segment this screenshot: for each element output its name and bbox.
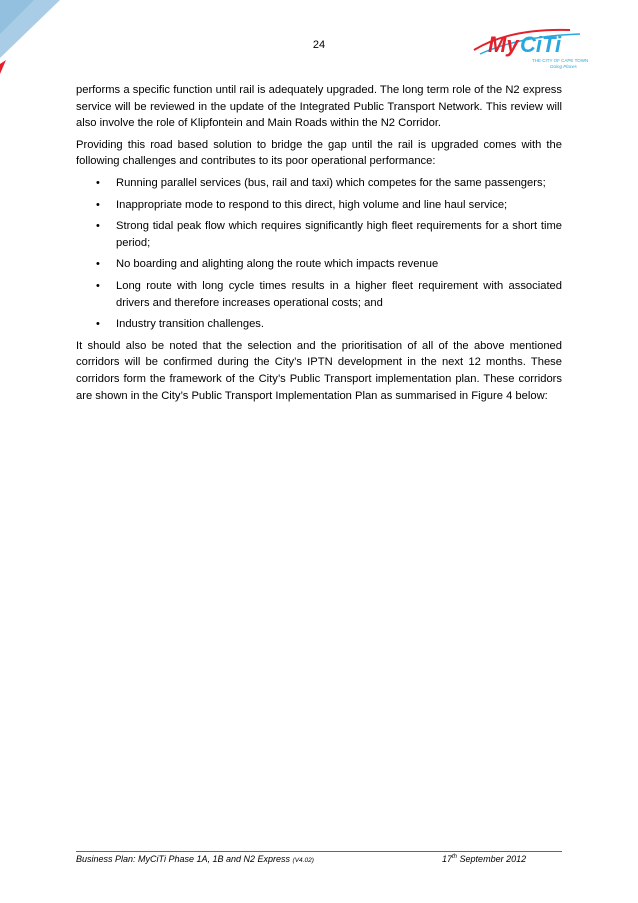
list-item-text: Long route with long cycle times results in a higher fleet requirement with associated drivers and therefore increases operational costs; and [116, 279, 562, 309]
challenges-list [76, 175, 562, 333]
logo-subtag: Going Places [550, 64, 577, 69]
footer-date-day: 17 [442, 854, 453, 864]
logo-tagline: THE CITY OF CAPE TOWN [532, 58, 589, 63]
list-item [76, 175, 562, 192]
list-item-text: No boarding and alighting along the route which impacts revenue [116, 258, 439, 271]
footer-version: (V4.02) [292, 857, 314, 864]
logo-citi: CiTi [520, 32, 562, 57]
bullet-icon: • [96, 279, 100, 292]
list-item [76, 256, 562, 273]
bullet-icon: • [96, 176, 100, 189]
footer-divider [76, 851, 562, 852]
bullet-icon: • [96, 198, 100, 211]
list-item [76, 316, 562, 333]
footer-date-rest: September 2012 [459, 854, 527, 864]
list-item-text: Running parallel services (bus, rail and taxi) which competes for the same passengers; [116, 176, 546, 189]
list-item [76, 218, 562, 251]
paragraph-1: performs a specific function until rail is adequately upgraded. The long term role of the N2 express service will be reviewed in the update of the Integrated Public Transport Network. This review will also involve the role of Klipfontein and Main Roads within the N2 Corridor. [76, 84, 562, 130]
list-item-text: Strong tidal peak flow which requires significantly high fleet requirements for a short time period; [116, 220, 562, 249]
footer-date [442, 854, 526, 864]
footer-title: Business Plan: MyCiTi Phase 1A, 1B and N2 Express [76, 854, 291, 864]
list-item [76, 278, 562, 311]
footer-date-suffix: th [452, 854, 458, 860]
myciti-logo-graphic [470, 20, 595, 80]
logo-my: My [488, 32, 519, 57]
list-item-text: Inappropriate mode to respond to this direct, high volume and line haul service; [116, 198, 508, 211]
paragraph-3: It should also be noted that the selection and the prioritisation of all of the above mentioned corridors will be confirmed during the City’s IPTN development in the next 12 months. These corridors form the framework of the City’s Public Transport implementation plan. These corridors are shown in the City’s Public Transport Implementation Plan as summarised in Figure 4 below: [76, 339, 562, 402]
page-footer [76, 854, 562, 868]
myciti-logo [470, 20, 595, 80]
main-content [76, 82, 562, 409]
paragraph-2: Providing this road based solution to bridge the gap until the rail is upgraded comes with the following challenges and contributes to its poor operational performance: [76, 138, 562, 168]
list-item [76, 197, 562, 214]
list-item-text: Industry transition challenges. [116, 318, 265, 331]
page-number: 24 [312, 39, 326, 51]
bullet-icon: • [96, 220, 100, 233]
footer-title-group [76, 854, 314, 864]
bullet-icon: • [96, 258, 100, 271]
bullet-icon: • [96, 318, 100, 331]
